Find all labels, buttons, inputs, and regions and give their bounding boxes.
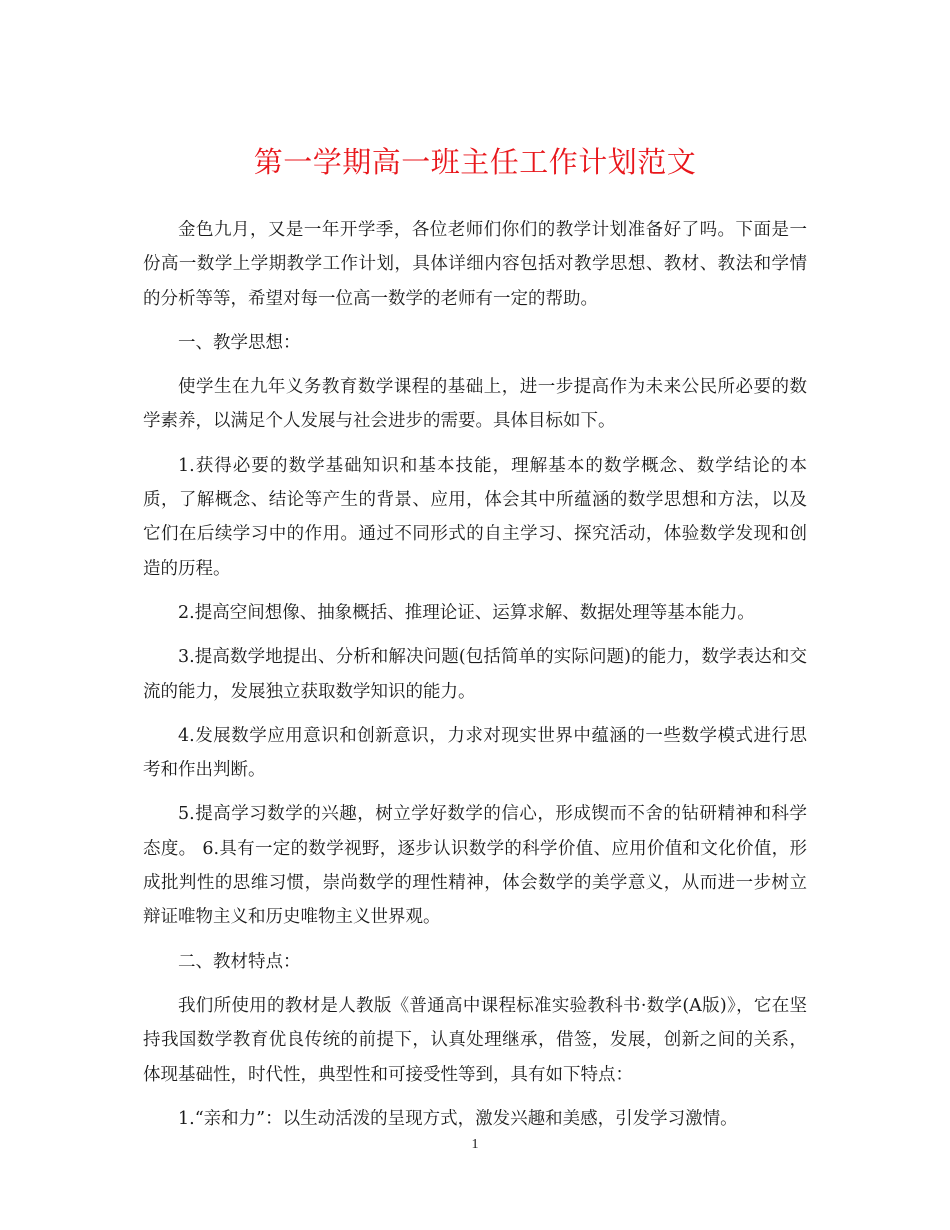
paragraph-intro: 金色九月，又是一年开学季，各位老师们你们的教学计划准备好了吗。下面是一份高一数学上学期教学工作计划，具体详细内容包括对教学思想、教材、教法和学情的分析等等，希望对每一位高一数学的老师有一定的帮助。	[143, 220, 807, 309]
paragraph-feature-1: 1.“亲和力”：以生动活泼的呈现方式，激发兴趣和美感，引发学习激情。	[178, 1108, 738, 1129]
heading-textbook-features: 二、教材特点：	[178, 951, 301, 972]
paragraph-goal-4: 4.发展数学应用意识和创新意识，力求对现实世界中蕴涵的一些数学模式进行思考和作出判断。	[143, 725, 807, 781]
document-body	[143, 213, 807, 1146]
document-title: 第一学期高一班主任工作计划范文	[253, 145, 697, 179]
paragraph-goal-1: 1.获得必要的数学基础知识和基本技能，理解基本的数学概念、数学结论的本质，了解概念、结论等产生的背景、应用，体会其中所蕴涵的数学思想和方法，以及它们在后续学习中的作用。通过不同形式的自主学习、探究活动，体验数学发现和创造的历程。	[143, 455, 807, 579]
paragraph-goal-3: 3.提高数学地提出、分析和解决问题(包括简单的实际问题)的能力，数学表达和交流的能力，发展独立获取数学知识的能力。	[143, 647, 807, 702]
paragraph-goal-5-6: 5.提高学习数学的兴趣，树立学好数学的信心，形成锲而不舍的钻研精神和科学态度。 6.具有一定的数学视野，逐步认识数学的科学价值、应用价值和文化价值，形成批判性的思维习惯，崇尚数学的理性精神，体会数学的美学意义，从而进一步树立辩证唯物主义和历史唯物主义世界观。	[143, 804, 807, 928]
paragraph-goal-2: 2.提高空间想像、抽象概括、推理论证、运算求解、数据处理等基本能力。	[178, 602, 755, 623]
heading-teaching-philosophy: 一、教学思想：	[178, 332, 301, 353]
page-number: 1	[471, 1137, 479, 1152]
paragraph-textbook: 我们所使用的教材是人教版《普通高中课程标准实验教科书·数学(A版)》，它在坚持我国数学教育优良传统的前提下，认真处理继承，借签，发展，创新之间的关系，体现基础性，时代性，典型性和可接受性等到，具有如下特点：	[143, 995, 807, 1085]
paragraph-goals: 使学生在九年义务教育数学课程的基础上，进一步提高作为未来公民所必要的数学素养，以满足个人发展与社会进步的需要。具体目标如下。	[143, 377, 807, 432]
